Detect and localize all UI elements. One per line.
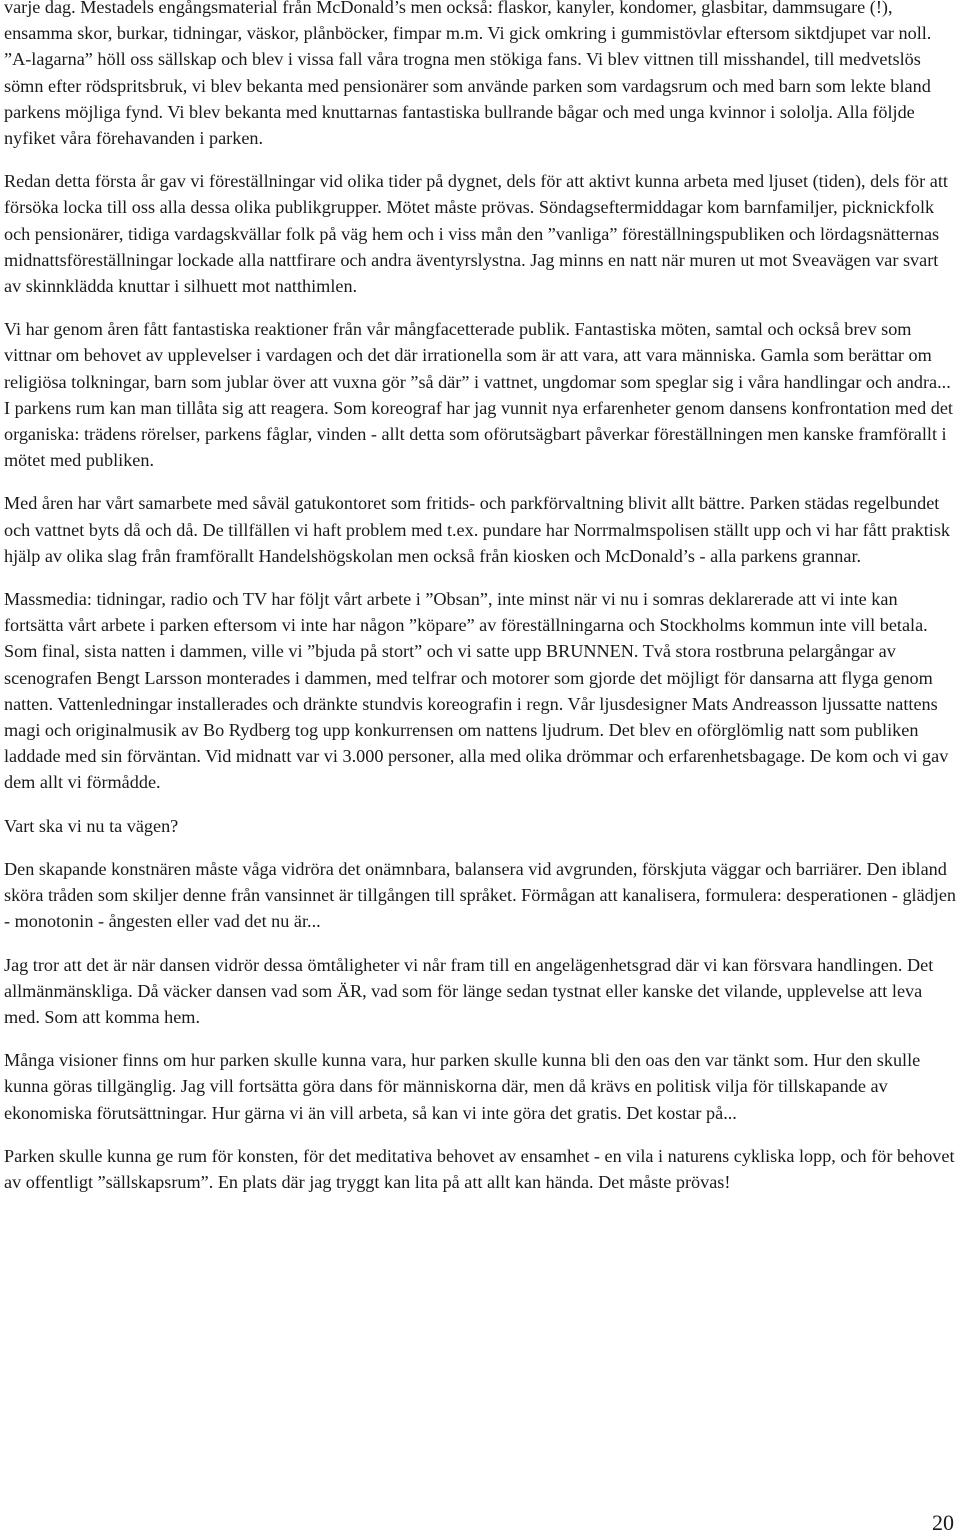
paragraph-dance-fragility: Jag tror att det är när dansen vidrör dessa ömtåligheter vi når fram till en angelägenhetsgrad där vi kan försvara handlingen. Det allmänmänskliga. Då väcker dansen vad som ÄR, vad som för länge sedan tystnat eller kanske det vilande, upplevelse att leva med. Som att komma hem. (4, 954, 934, 1027)
paragraph-park-space: Parken skulle kunna ge rum för konsten, för det meditativa behovet av ensamhet - en vila i naturens cykliska lopp, och för behovet av offentligt ”sällskapsrum”. En plats där jag tryggt kan lita på att allt kan hända. Det måste prövas! (4, 1145, 955, 1192)
paragraph-question: Vart ska vi nu ta vägen? (4, 815, 179, 836)
paragraph-collaboration: Med åren har vårt samarbete med såväl gatukontoret som fritids- och parkförvaltning blivit allt bättre. Parken städas regelbundet och vattnet byts då och då. De tillfällen vi haft problem med t.ex. pundare har Norrmalmspolisen ställt upp och vi har fått praktisk hjälp av olika slag från framförallt Handelshögskolan men också från kiosken och McDonald’s - alla parkens grannar. (4, 493, 950, 566)
paragraph-visions: Många visioner finns om hur parken skulle kunna vara, hur parken skulle kunna bli den oas den var tänkt som. Hur den skulle kunna göras tillgänglig. Jag vill fortsätta göra dans för människorna där, men då krävs en politisk vilja för tillskapande av ekonomiska förutsättningar. Hur gärna vi än vill arbeta, så kan vi inte göra det gratis. Det kostar på... (4, 1050, 921, 1123)
paragraph-massmedia: Massmedia: tidningar, radio och TV har följt vårt arbete i ”Obsan”, inte minst när vi nu i somras deklarerade att vi inte kan fortsätta vårt arbete i parken eftersom vi inte har någon ”köpare” av föreställningarna och Stockholms kommun inte vill betala. Som final, sista natten i dammen, ville vi ”bjuda på stort” och vi satte upp BRUNNEN. Två stora rostbruna pelargångar av scenografen Bengt Larsson monterades i dammen, med telfrar och motorer som gjorde det möjligt för dansarna att flyga genom natten. Vattenledningar installerades och dränkte stundvis koreografin i regn. Vår ljusdesigner Mats Andreasson ljussatte nattens magi och originalmusik av Bo Rydberg tog upp konkurrensen om nattens ljudrum. Det blev en oförglömlig natt som publiken laddade med sin förväntan. Vid midnatt var vi 3.000 personer, alla med olika drömmar och erfarenhetsbagage. De kom och vi gav dem allt vi förmådde. (4, 589, 949, 793)
paragraph-park-debris: varje dag. Mestadels engångsmaterial från McDonald’s men också: flaskor, kanyler, kondomer, glasbitar, dammsugare (!), ensamma skor, burkar, tidningar, väskor, plånböcker, fimpar m.m. Vi gick omkring i gummistövlar eftersom siktdjupet var noll. ”A-lagarna” höll oss sällskap och blev i vissa fall våra trogna men stökiga fans. Vi blev vittnen till misshandel, till medvetslös sömn efter rödspritsbruk, vi blev bekanta med pensionärer som använde parken som vardagsrum och med barn som lekte bland parkens möjliga fynd. Vi blev bekanta med knuttarnas fantastiska bullrande bågar och med unga kvinnor i sololja. Alla följde nyfiket våra förehavanden i parken. (4, 0, 932, 149)
paragraph-audience-reactions: Vi har genom åren fått fantastiska reaktioner från vår mångfacetterade publik. Fantastiska möten, samtal och också brev som vittnar om behovet av upplevelser i vardagen och det där irrationella som är att vara, att vara människa. Gamla som berättar om religiösa tolkningar, barn som jublar över att vuxna gör ”så där” i vattnet, ungdomar som speglar sig i våra handlingar och andra... I parkens rum kan man tillåta sig att reagera. Som koreograf har jag vunnit nya erfarenheter genom dansens konfrontation med det organiska: trädens rörelser, parkens fåglar, vinden - allt detta som oförutsägbart påverkar föreställningen men kanske framförallt i mötet med publiken. (4, 319, 953, 471)
paragraph-creative-artist: Den skapande konstnären måste våga vidröra det onämnbara, balansera vid avgrunden, förskjuta väggar och barriärer. Den ibland sköra tråden som skiljer denne från vansinnet är tillgången till språket. Förmågan att kanalisera, formulera: desperationen - glädjen - monotonin - ångesten eller vad det nu är... (4, 858, 956, 932)
paragraph-performances-first-year: Redan detta första år gav vi föreställningar vid olika tider på dygnet, dels för att aktivt kunna arbeta med ljuset (tiden), dels för att försöka locka till oss alla dessa olika publikgrupper. Mötet måste prövas. Söndagseftermiddagar kom barnfamiljer, picknickfolk och pensionärer, tidiga vardagskvällar folk på väg hem och i viss mån den ”vanliga” föreställningspubliken och lördagsnätternas midnattsföreställningar lockade alla nattfirare och andra äventyrslystna. Jag minns en natt när muren ut mot Sveavägen var svart av skinnklädda knuttar i silhuett mot natthimlen. (4, 171, 948, 297)
page-number: 20 (932, 1510, 954, 1535)
document-page (4, 0, 956, 1212)
